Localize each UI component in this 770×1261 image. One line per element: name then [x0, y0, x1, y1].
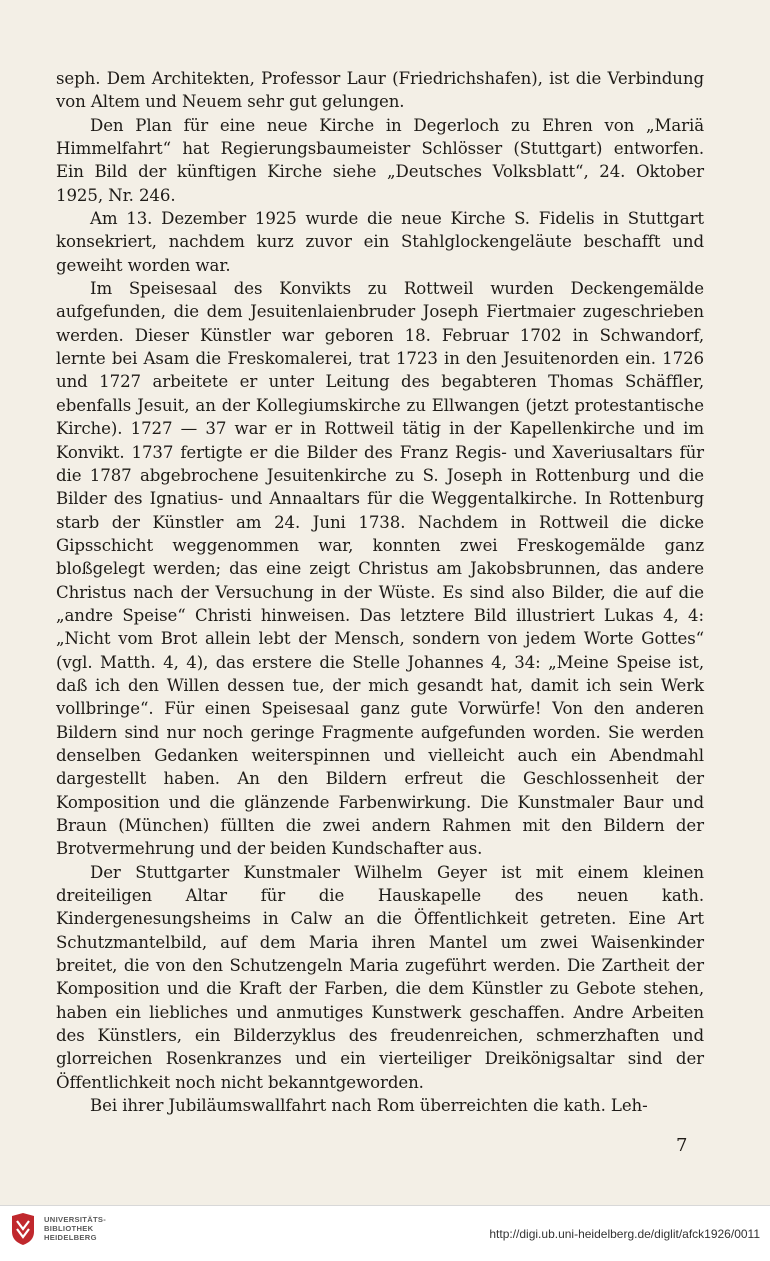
- institution-line-2: BIBLIOTHEK: [44, 1224, 94, 1233]
- institution-name: [44, 1215, 106, 1242]
- institution-line-1: UNIVERSITÄTS-: [44, 1215, 107, 1224]
- body-text: [56, 67, 704, 1117]
- paragraph-5: Der Stuttgarter Kunstmaler Wilhelm Geyer ist mit einem kleinen dreiteiligen Altar für die Hauskapelle des neuen kath. Kindergenesungsheims in Calw an die Öffentlichkeit getreten. Eine Art Schutzmantelbild, auf dem Maria ihren Mantel um zwei Waisenkinder breitet, die von den Schutzengeln Maria zugeführt werden. Die Zartheit der Komposition und die Kraft der Farben, die dem Künstler zu Gebote stehen, haben ein liebliches und anmutiges Kunstwerk geschaffen. Andre Arbeiten des Künstlers, ein Bilderzyklus des freudenreichen, schmerzhaften und glorreichen Rosenkranzes und ein vierteiliger Dreikönigsaltar sind der Öffentlichkeit noch nicht bekanntgeworden.: [56, 862, 704, 1092]
- institution-line-3: HEIDELBERG: [44, 1233, 97, 1242]
- source-url-link[interactable]: http://digi.ub.uni-heidelberg.de/diglit/afck1926/0011: [489, 1227, 760, 1241]
- paragraph-3: Am 13. Dezember 1925 wurde die neue Kirche S. Fidelis in Stuttgart konsekriert, nachdem kurz zuvor ein Stahlglockengeläute beschafft und geweiht worden war.: [56, 209, 704, 275]
- page-number: 7: [676, 1135, 688, 1156]
- paragraph-4: Im Speisesaal des Konvikts zu Rottweil wurden Deckengemälde aufgefunden, die dem Jesuitenlaienbruder Joseph Fiertmaier zugeschrieben werden. Dieser Künstler war geboren 18. Februar 1702 in Schwandorf, lernte bei Asam die Freskomalerei, trat 1723 in den Jesuitenorden ein. 1726 und 1727 arbeitete er unter Leitung des begabteren Thomas Schäffler, ebenfalls Jesuit, an der Kollegiumskirche zu Ellwangen (jetzt protestantische Kirche). 1727 — 37 war er in Rottweil tätig in der Kapellenkirche und im Konvikt. 1737 fertigte er die Bilder des Franz Regis- und Xaveriusaltars für die 1787 abgebrochene Jesuitenkirche zu S. Joseph in Rottenburg und die Bilder des Ignatius- und Annaaltars für die Weggentalkirche. In Rottenburg starb der Künstler am 24. Juni 1738. Nachdem in Rottweil die dicke Gipsschicht weggenommen war, konnten zwei Freskogemälde ganz bloßgelegt werden; das eine zeigt Christus am Jakobsbrunnen, das andere Christus nach der Versuchung in der Wüste. Es sind also Bilder, die auf die „andre Speise“ Christi hinweisen. Das letztere Bild illustriert Lukas 4, 4: „Nicht vom Brot allein lebt der Mensch, sondern von jedem Worte Gottes“ (vgl. Matth. 4, 4), das erstere die Stelle Johannes 4, 34: „Meine Speise ist, daß ich den Willen dessen tue, der mich gesandt hat, damit ich sein Werk vollbringe“. Für einen Speisesaal ganz gute Vorwürfe! Von den anderen Bildern sind nur noch geringe Fragmente aufgefunden worden. Sie werden denselben Gedanken weiterspinnen und vielleicht auch ein Abendmahl dargestellt haben. An den Bildern erfreut die Geschlossenheit der Komposition und die glänzende Farbenwirkung. Die Kunstmaler Baur und Braun (München) füllten die zwei andern Rahmen mit den Bildern der Brotvermehrung und der beiden Kundschafter aus.: [56, 279, 704, 859]
- paragraph-6: Bei ihrer Jubiläumswallfahrt nach Rom überreichten die kath. Leh-: [90, 1096, 648, 1116]
- paragraph-2: Den Plan für eine neue Kirche in Degerloch zu Ehren von „Mariä Himmelfahrt“ hat Regierungsbaumeister Schlösser (Stuttgart) entworfen. Ein Bild der künftigen Kirche siehe „Deutsches Volksblatt“, 24. Oktober 1925, Nr. 246.: [56, 115, 704, 205]
- university-library-logo-icon: [10, 1212, 36, 1246]
- paragraph-1: seph. Dem Architekten, Professor Laur (Friedrichshafen), ist die Verbindung von Altem und Neuem sehr gut gelungen.: [56, 69, 704, 112]
